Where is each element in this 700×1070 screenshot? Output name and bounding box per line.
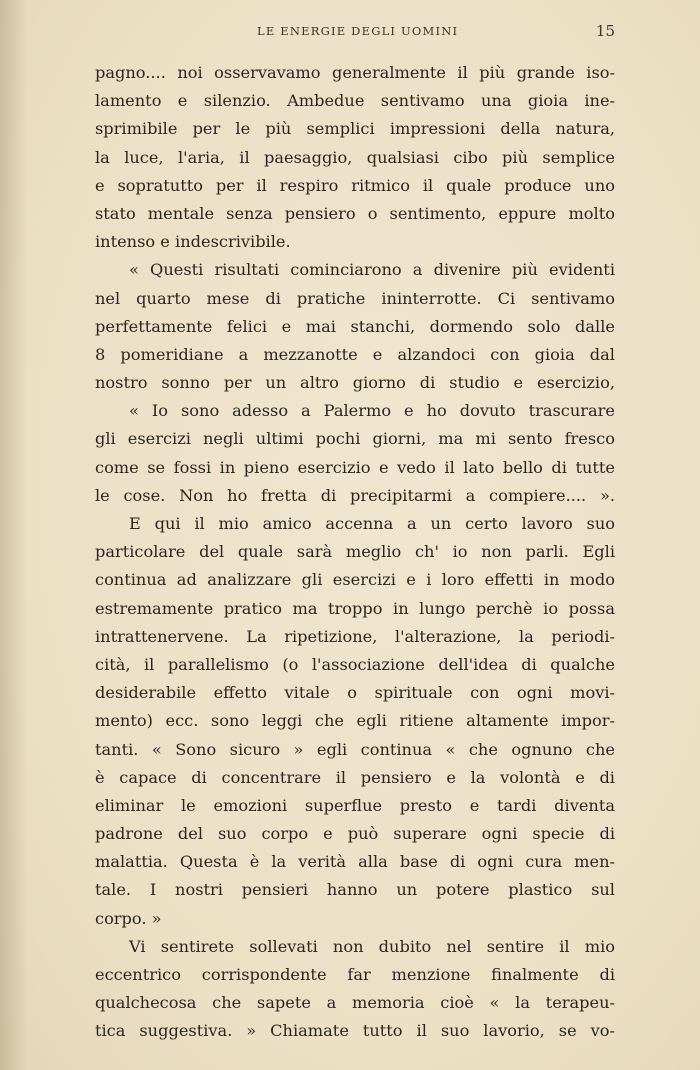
text-line: E qui il mio amico accenna a un certo lavoro suo — [129, 514, 615, 533]
text-line: Vi sentirete sollevati non dubito nel sentire il mio — [129, 936, 615, 956]
text-line: tale. I nostri pensieri hanno un potere plastico sul — [95, 880, 615, 900]
text-line: sprimibile per le più semplici impressioni della natura, — [95, 119, 615, 139]
text-line: tanti. « Sono sicuro » egli continua « che ognuno che — [95, 739, 615, 759]
text-line: gli esercizi negli ultimi pochi giorni, ma mi sento fresco — [95, 429, 615, 449]
text-line: perfettamente felici e mai stanchi, dormendo solo dalle — [95, 316, 615, 336]
text-line: mento) ecc. sono leggi che egli ritiene altamente impor- — [95, 711, 615, 731]
text-line: cità, il parallelismo (o l'associazione dell'idea di qualche — [95, 654, 615, 674]
text-line: nostro sonno per un altro giorno di studio e esercizio, — [95, 373, 615, 393]
running-title: LE ENERGIE DEGLI UOMINI — [257, 24, 459, 38]
body-text — [95, 59, 615, 1046]
text-line: continua ad analizzare gli esercizi e i loro effetti in modo — [95, 570, 615, 590]
text-line: intrattenervene. La ripetizione, l'alterazione, la periodi- — [95, 626, 615, 646]
spine-shadow — [0, 0, 28, 1070]
text-line: particolare del quale sarà meglio ch' io non parli. Egli — [95, 542, 615, 562]
text-line: come se fossi in pieno esercizio e vedo il lato bello di tutte — [95, 457, 615, 477]
text-line: e sopratutto per il respiro ritmico il quale produce uno — [95, 175, 615, 195]
text-line: intenso e indescrivibile. — [95, 232, 291, 252]
text-line: desiderabile effetto vitale o spirituale con ogni movi- — [95, 683, 615, 703]
text-line: tica suggestiva. » Chiamate tutto il suo lavorio, se vo- — [95, 1021, 615, 1041]
text-line: « Io sono adesso a Palermo e ho dovuto trascurare — [129, 401, 615, 421]
text-line: nel quarto mese di pratiche ininterrotte. Ci sentivamo — [95, 288, 615, 308]
text-line: le cose. Non ho fretta di precipitarmi a compiere.... ». — [95, 485, 615, 505]
text-line: stato mentale senza pensiero o sentimento, eppure molto — [95, 203, 615, 223]
text-line: lamento e silenzio. Ambedue sentivamo una gioia ine- — [95, 91, 615, 111]
text-line: padrone del suo corpo e può superare ogni specie di — [95, 824, 615, 844]
page-number: 15 — [595, 22, 615, 40]
text-line: corpo. » — [95, 908, 162, 928]
text-line: è capace di concentrare il pensiero e la volontà e di — [95, 767, 615, 787]
text-line: malattia. Questa è la verità alla base di ogni cura men- — [95, 852, 615, 872]
text-line: eliminar le emozioni superflue presto e tardi diventa — [95, 795, 615, 815]
text-line: qualchecosa che sapete a memoria cioè « la terapeu- — [95, 993, 615, 1013]
text-line: 8 pomeridiane a mezzanotte e alzandoci con gioia dal — [95, 344, 615, 364]
text-line: la luce, l'aria, il paesaggio, qualsiasi cibo più semplice — [95, 147, 615, 167]
running-head — [95, 24, 615, 44]
text-line: pagno.... noi osservavamo generalmente il più grande iso- — [95, 63, 615, 82]
text-line: « Questi risultati cominciarono a divenire più evidenti — [129, 260, 615, 280]
text-line: estremamente pratico ma troppo in lungo perchè io possa — [95, 598, 615, 618]
text-line: eccentrico corrispondente far menzione finalmente di — [95, 965, 615, 984]
